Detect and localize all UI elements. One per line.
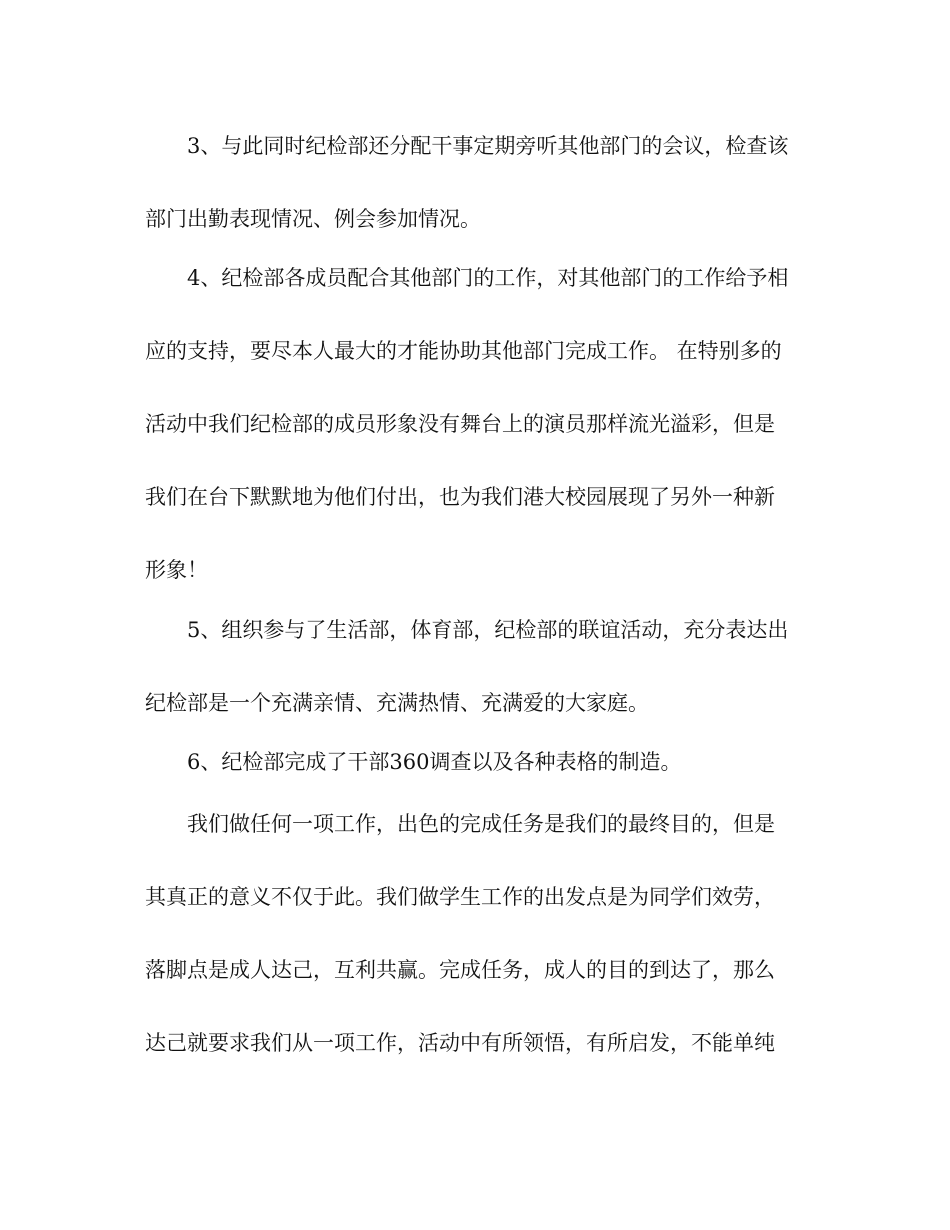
paragraph-7-line-3: 落脚点是成人达己，互利共赢。完成任务，成人的目的到达了，那么 (145, 958, 775, 982)
paragraph-7-line-2: 其真正的意义不仅于此。我们做学生工作的出发点是为同学们效劳， (145, 885, 775, 909)
paragraph-3-line-2: 部门出勤表现情况、例会参加情况。 (145, 207, 481, 231)
paragraph-4-line-1: 4、纪检部各成员配合其他部门的工作，对其他部门的工作给予相 (187, 266, 789, 290)
paragraph-6-line-1: 6、纪检部完成了干部360调查以及各种表格的制造。 (187, 750, 682, 774)
paragraph-4-line-3: 活动中我们纪检部的成员形象没有舞台上的演员那样流光溢彩，但是 (145, 412, 775, 436)
paragraph-7-line-4: 达己就要求我们从一项工作，活动中有所领悟，有所启发，不能单纯 (145, 1031, 775, 1055)
paragraph-3-line-1: 3、与此同时纪检部还分配干事定期旁听其他部门的会议，检查该 (187, 134, 789, 158)
paragraph-4-line-4: 我们在台下默默地为他们付出，也为我们港大校园展现了另外一种新 (145, 485, 775, 509)
paragraph-7-line-1: 我们做任何一项工作，出色的完成任务是我们的最终目的，但是 (187, 812, 775, 836)
paragraph-5-line-2: 纪检部是一个充满亲情、充满热情、充满爱的大家庭。 (145, 691, 649, 715)
paragraph-4-line-5: 形象！ (145, 558, 208, 582)
paragraph-5-line-1: 5、组织参与了生活部，体育部，纪检部的联谊活动，充分表达出 (187, 618, 789, 642)
paragraph-4-line-2: 应的支持，要尽本人最大的才能协助其他部门完成工作。 在特别多的 (145, 339, 782, 363)
